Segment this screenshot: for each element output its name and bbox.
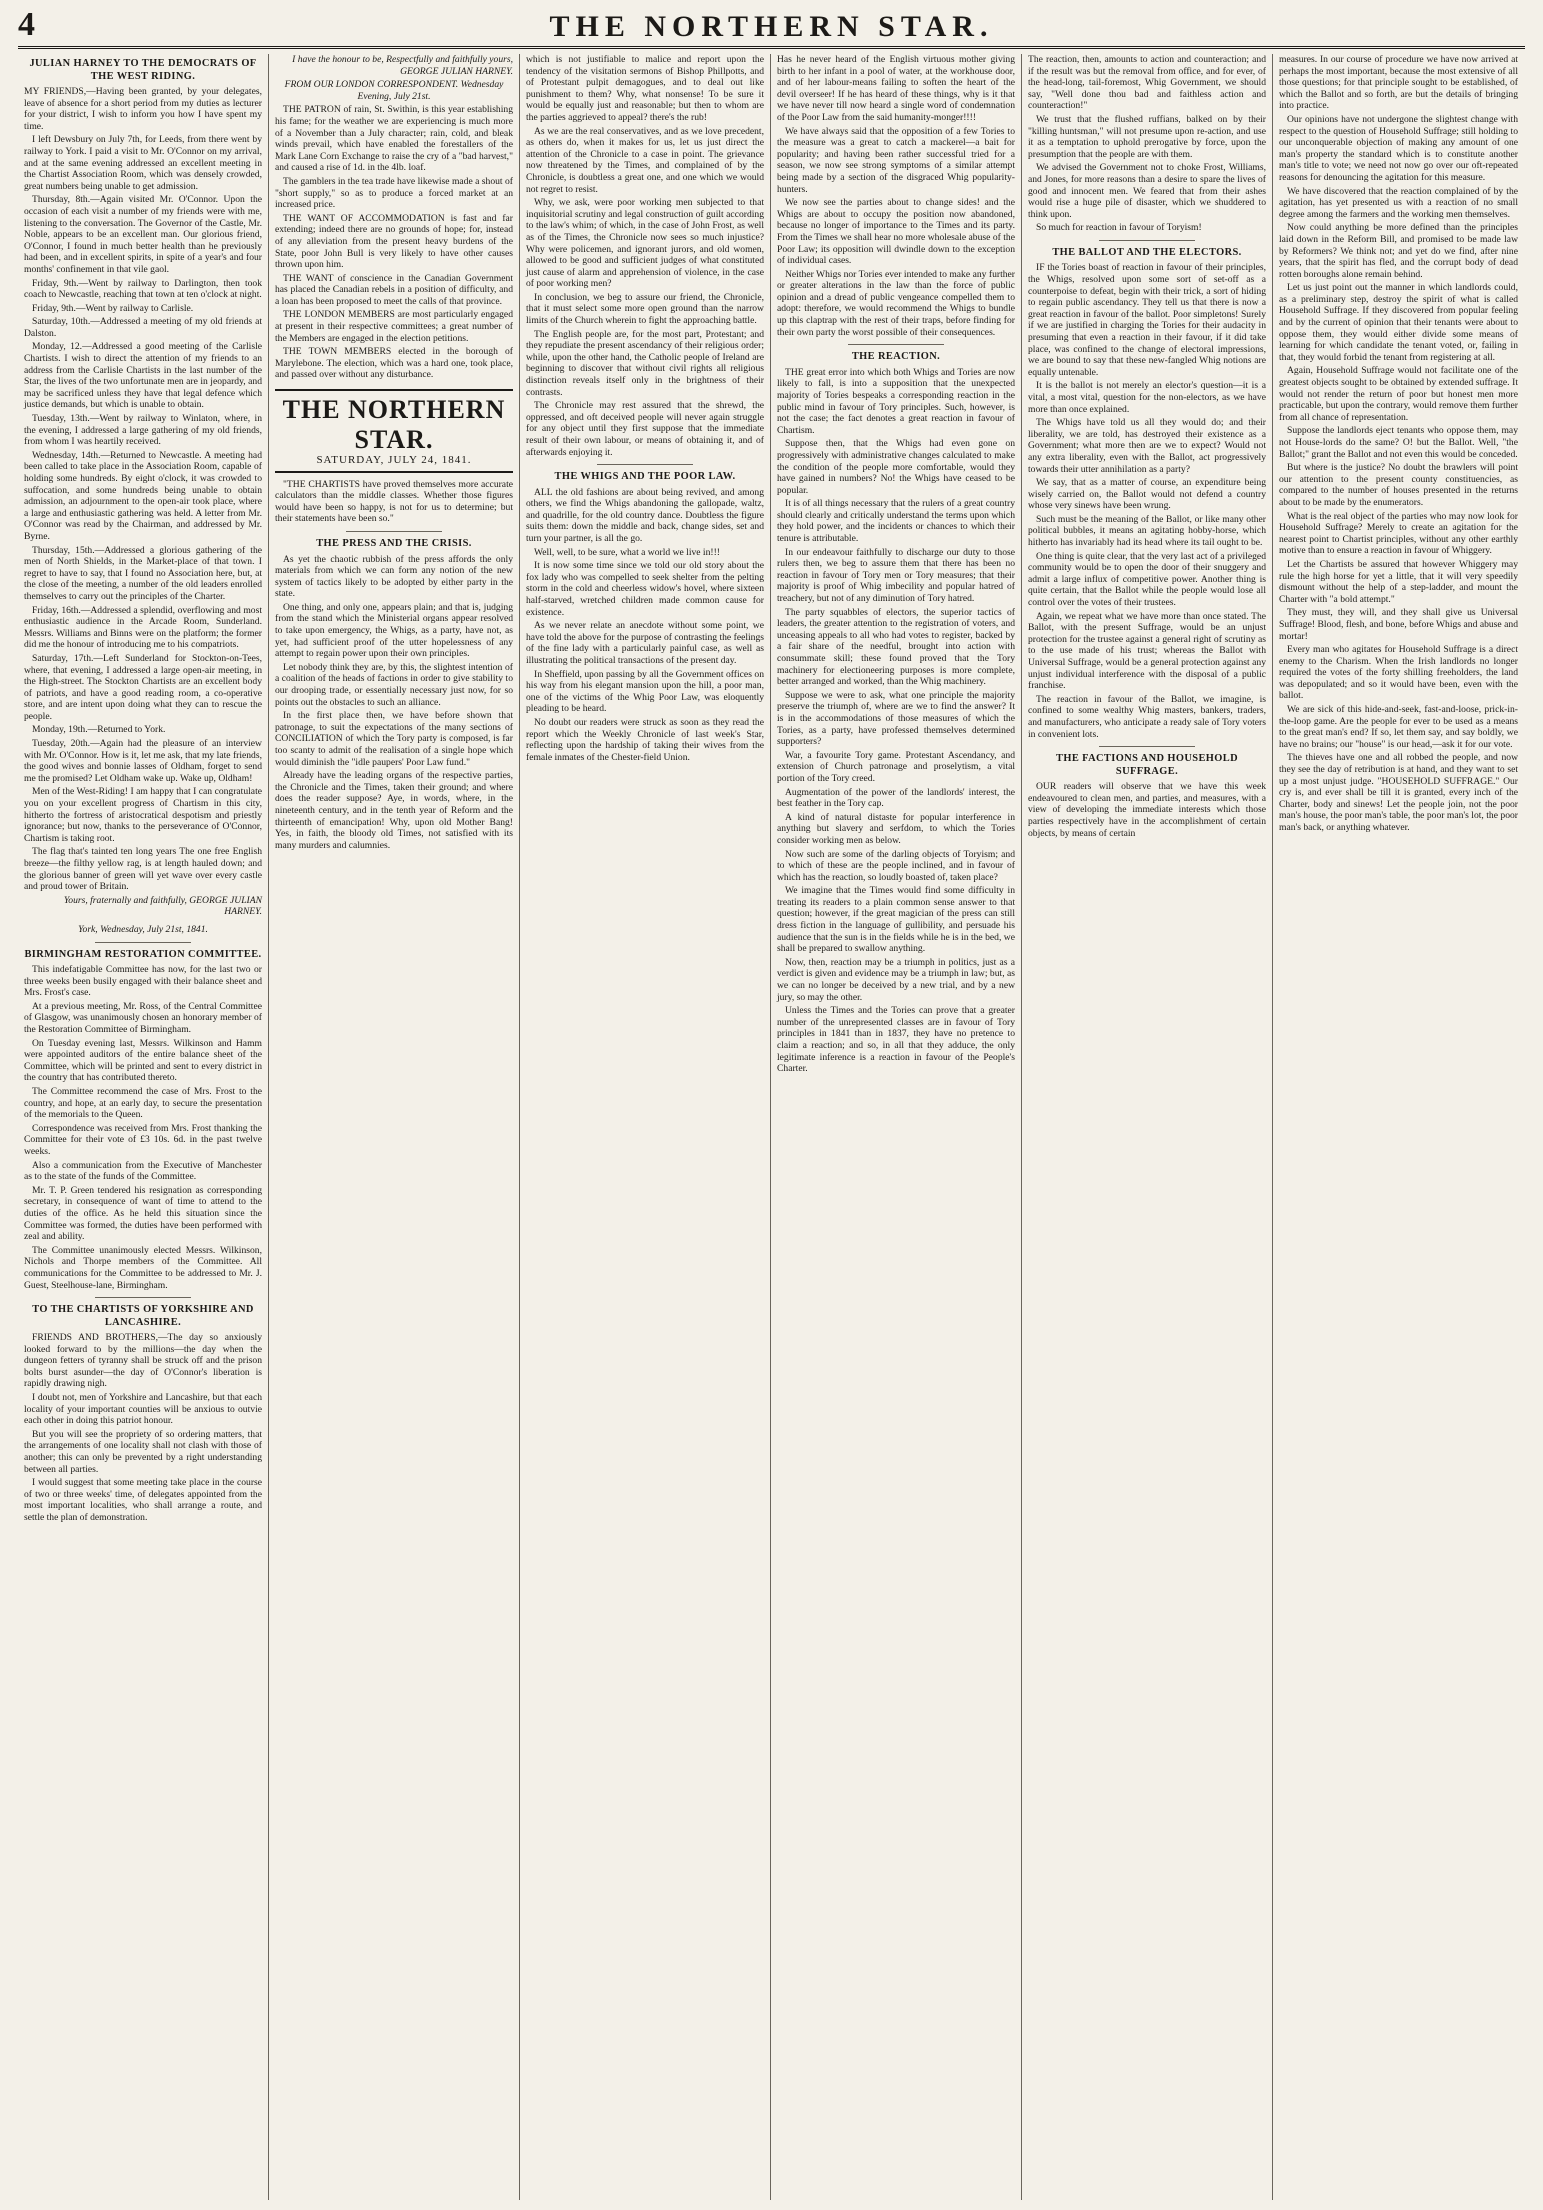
paragraph: MY FRIENDS,—Having been granted, by your delegates, leave of absence for a short period from my duties as lecturer for your district, I wish to inform you how I have spent my time. — [24, 86, 262, 132]
paragraph: Why, we ask, were poor working men subjected to that inquisitorial scrutiny and legal construction of guilt according to the law's whim; of which, in the case of John Frost, as well as of the Times, the Chronicle now sees so much injustice? Why were policemen, and ignorant jurors, and old women, allowed to be good and sufficient judges of what constituted just cause of alarm and apprehension of violence, in the case of poor working men? — [526, 197, 764, 290]
paragraph: As we are the real conservatives, and as we love precedent, as others do, when it makes for us, let us just direct the attention of the Chronicle to a case in point. The grievance now threatened by the Times, and complained of by the Chronicle, is doubtless a great one, and one which we would not regret to resist. — [526, 125, 764, 195]
divider — [1099, 240, 1194, 241]
paragraph: One thing is quite clear, that the very last act of a privileged community would be to open the door of their snuggery and admit a large influx of competitive power. Another thing is quite certain, that the Ballot while the people would lose all control over the votes of their trustees. — [1028, 550, 1266, 609]
paragraph: Now, then, reaction may be a triumph in politics, just as a verdict is given and evidence may be a triumph in law; but, as we can no longer be deceived by a new trial, and by a new jury, so may the other. — [777, 956, 1015, 1003]
paragraph: Now such are some of the darling objects of Toryism; and to which of these are the people inclined, and in favour of which has the reaction, so loudly boasted of, taken place? — [777, 848, 1015, 883]
paragraph: The English people are, for the most part, Protestant; and they repudiate the present ascendancy of their religious order; while, upon the other hand, the Catholic people of Ireland are beginning to discover that without civil rights all religious distinction reveals itself only in the brightness of their contrasts. — [526, 328, 764, 398]
paragraph: We trust that the flushed ruffians, balked on by their "killing huntsman," will not presume upon re-action, and use it as a temptation to uphold prerogative by force, upon the presumption that the people are with them. — [1028, 113, 1266, 160]
paragraph: Unless the Times and the Tories can prove that a greater number of the unrepresented classes are in favour of Tory principles in 1841 than in 1837, they have no pretence to claim a reaction; and so, in all that they adduce, the only legitimate inference is a reaction in favour of the People's Charter. — [777, 1005, 1015, 1075]
paragraph: Tuesday, 13th.—Went by railway to Winlaton, where, in the evening, I addressed a large gathering of my old friends, from whom I was heartily received. — [24, 413, 262, 448]
paragraph: Suppose the landlords eject tenants who oppose them, may not House-lords do the same? O! but the Ballot. Well, "the Ballot;" grant the Ballot and not even this would be conceded. — [1279, 425, 1518, 460]
paragraph: The Chronicle may rest assured that the shrewd, the oppressed, and oft deceived people will never again struggle for any object until they first suppose that the immediate result of their own labour, or means of obtaining it, and of afterwards enjoying it. — [526, 400, 764, 458]
paragraph: Friday, 16th.—Addressed a splendid, overflowing and most enthusiastic audience in the Arcade Room, Sunderland. Messrs. Williams and Binns were on the platform; the former did me the honour of introducing me to his compatriots. — [24, 604, 262, 651]
paragraph: The gamblers in the tea trade have likewise made a shout of "short supply," so as to produce a forced market at an increased price. — [275, 175, 513, 211]
paragraph: In the first place then, we have before shown that patronage, to suit the expectations of the many sections of CONCILIATION of which the Tory party is composed, is far too scanty to admit of the realisation of a single hope which would diminish the "idle paupers' Poor Law fund." — [275, 710, 513, 768]
paragraph: But where is the justice? No doubt the brawlers will point our attention to the present county constituencies, as compared to the number of houses presented in the returns about to be made by the enumerators. — [1279, 462, 1518, 508]
paragraph: Men of the West-Riding! I am happy that I can congratulate you on your excellent progress of Chartism in this city, hitherto the fortress of aristocratical despotism and priestly ignorance; but now, thanks to the perseverance of O'Connor, Chartism is taking root. — [24, 786, 262, 844]
paragraph: Let the Chartists be assured that however Whiggery may rule the high horse for yet a little, that it will very speedily dismount without the help of a step-ladder, and mount the Charter with "a bold attempt." — [1279, 558, 1518, 605]
column-1 — [18, 54, 269, 2200]
paragraph: A kind of natural distaste for popular interference in anything but slavery and serfdom, to which the Tories consider working men as below. — [777, 811, 1015, 846]
divider — [95, 942, 190, 943]
paragraph: Thursday, 8th.—Again visited Mr. O'Connor. Upon the occasion of each visit a number of my friends were with me, listening to the conversation. The Governor of the Castle, Mr. Noble, appears to be an excellent man. Our glorious friend, O'Connor, I found in much better health than he previously had been, and in excellent spirits, in spite of a year's and four months' confinement in that vile gaol. — [24, 194, 262, 275]
paragraph: Our opinions have not undergone the slightest change with respect to the question of Household Suffrage; still holding to our unconquerable objection of making any amount of one man's property the standard which is to constitute another man's title to vote; we need not now go over our oft-repeated reasons for denouncing the agitation for this measure. — [1279, 113, 1518, 183]
masthead: THE NORTHERN STAR. — [549, 10, 994, 43]
epigraph: "THE CHARTISTS have proved themselves more accurate calculators than the middle classes. Whether those figures would have been so happy, is not for us to determine; but their statements have been so." — [275, 478, 513, 525]
paragraph: At a previous meeting, Mr. Ross, of the Central Committee of Glasgow, was unanimously chosen an honorary member of the Restoration Committee of Birmingham. — [24, 1000, 262, 1036]
article-heading: TO THE CHARTISTS OF YORKSHIRE AND LANCASHIRE. — [32, 1304, 254, 1328]
paragraph: The Committee recommend the case of Mrs. Frost to the country, and hope, at an early day, to secure the presentation of the memorials to the Queen. — [24, 1086, 262, 1121]
divider — [597, 464, 692, 465]
article-heading: THE FACTIONS AND HOUSEHOLD SUFFRAGE. — [1056, 753, 1238, 777]
paragraph: I left Dewsbury on July 7th, for Leeds, from there went by railway to York. I paid a visit to Mr. O'Connor on my arrival, and at the same evening addressed an excellent meeting in the Chartist Association Room, which was densely crowded, great numbers being unable to get admission. — [24, 134, 262, 192]
divider — [95, 1297, 190, 1298]
column-5 — [1022, 54, 1273, 2200]
paragraph: Again, Household Suffrage would not facilitate one of the greatest objects sought to be obtained by extended suffrage. It would not render the return of poor but honest men more practicable, but upon the contrary, would remove them further from all chance of representation. — [1279, 365, 1518, 423]
paragraph: Monday, 12.—Addressed a good meeting of the Carlisle Chartists. I wish to direct the attention of my friends to an address from the Carlisle Chartists in the last number of the Star, the lives of the two unfortunate men are in jeopardy, and may be sacrificed unless they have that legal defence which justice demands, but which is unable to obtain. — [24, 341, 262, 411]
paragraph: Friday, 9th.—Went by railway to Carlisle. — [32, 302, 194, 314]
paragraph: The flag that's tainted ten long years The one free English breeze—the filthy yellow rag, is at length hauled down; and the glorious banner of green will yet wave over every castle and proud tower of Britain. — [24, 846, 262, 893]
paragraph: Augmentation of the power of the landlords' interest, the best feather in the Tory cap. — [777, 786, 1015, 810]
paragraph: Suppose then, that the Whigs had even gone on progressively with administrative changes calculated to make the condition of the people more comfortable, would they have gained in numbers? No! the Whigs have ceased to be popular. — [777, 438, 1015, 496]
paragraph: The reaction, then, amounts to action and counteraction; and if the result was but the removal from office, and for ever, of the head-long, tail-foremost, Whig Government, we should say, "Well done thou bad and faithless action and counteraction!" — [1028, 54, 1266, 112]
paragraph: Suppose we were to ask, what one principle the majority preserve the triumph of, where are we to find the answer? It is in the accommodations of those measures of which the Tories, as a party, have professed themselves determined supporters? — [777, 689, 1015, 748]
paragraph: The Committee unanimously elected Messrs. Wilkinson, Nichols and Thorpe members of the Committee. All communications for the Committee to be addressed to Mr. J. Guest, Steelhouse-lane, Birmingham. — [24, 1244, 262, 1291]
paragraph: Correspondence was received from Mrs. Frost thanking the Committee for their vote of £3 10s. 6d. in the past twelve weeks. — [24, 1122, 262, 1157]
article-heading: THE WHIGS AND THE POOR LAW. — [554, 471, 736, 483]
paragraph: One thing, and only one, appears plain; and that is, judging from the stand which the Ministerial organs appear resolved to take upon emergency, the Whigs, as a party, have not, as yet, had sufficient proof of the utter hopelessness of any attempt to regain power upon their own principles. — [275, 601, 513, 660]
paragraph: Saturday, 17th.—Left Sunderland for Stockton-on-Tees, where, that evening, I addressed a large open-air meeting, in the High-street. The Stockton Chartists are an excellent body of patriots, and have a good reading room, a co-operative store, and are intent upon doing what they can to rescue the people. — [24, 652, 262, 722]
paragraph: On Tuesday evening last, Messrs. Wilkinson and Hamm were appointed auditors of the entire balance sheet of the Committee, which will be printed and sent to every district in the country that has contributed thereto. — [24, 1037, 262, 1084]
paragraph: This indefatigable Committee has now, for the last two or three weeks been busily engaged with their balance sheet and Mrs. Frost's case. — [24, 964, 262, 999]
paragraph: THE WANT of conscience in the Canadian Government has placed the Canadian rebels in a position of difficulty, and a loan has been proposed to meet the calls of that province. — [275, 272, 513, 307]
paragraph: which is not justifiable to malice and report upon the tendency of the visitation sermons of Bishop Phillpotts, and of Protestant pulpit demagogues, and to deal out like punishment to them? Why, what nonsense! To be sure it would be equally just and reasonable; but then to whom are the parties aggrieved to appeal? there's the rub! — [526, 54, 764, 123]
article-heading: THE PRESS AND THE CRISIS. — [316, 538, 472, 549]
paragraph: Well, well, to be sure, what a world we live in!!! — [534, 546, 720, 558]
paragraph: As we never relate an anecdote without some point, we have told the above for the purpose of contrasting the feelings of the fine lady with a particularly painful case, as well as illustrating the political transactions of the present day. — [526, 620, 764, 666]
paragraph: It is the ballot is not merely an elector's question—it is a vital, a most vital, question for the non-electors, as we have more than once explained. — [1028, 380, 1266, 415]
paragraph: I would suggest that some meeting take place in the course of two or three weeks' time, of delegates appointed from the most important localities, who shall arrange a route, and settle the plan of demonstration. — [24, 1477, 262, 1523]
paragraph: Monday, 19th.—Returned to York. — [32, 724, 166, 736]
paragraph: What is the real object of the parties who may now look for Household Suffrage? Merely to create an agitation for the nearest point to Chartist principles, without any other earthly motive than to ensure a reaction in favour of Whiggery. — [1279, 510, 1518, 557]
divider — [848, 344, 943, 345]
paragraph: We have always said that the opposition of a few Tories to the measure was a great to catch a mackerel—a bait for popularity; and having been rather successful tried for a season, we now see strong symptoms of a similar attempt being made by a section of the disgraced Whig popularity-hunters. — [777, 125, 1015, 195]
paragraph: It is now some time since we told our old story about the fox lady who was compelled to seek shelter from the pelting storm in the cold and cheerless widow's hovel, where sixteen half-starved, wretched children made common cause for existence. — [526, 560, 764, 618]
paragraph: Let us just point out the manner in which landlords could, as a preliminary step, destroy the spirit of what is called Household Suffrage. If they discovered from popular feeling and by the current of opinion that their tenants were about to oppose them, they would either divide some means of learning for which candidate the tenant voted, or, failing in that, they would forbid the tenant from registering at all. — [1279, 282, 1518, 363]
paragraph: THE WANT OF ACCOMMODATION is fast and far extending; indeed there are no grounds of hope; for, instead of any alleviation from the present heavy burdens of the State, poor John Bull is very likely to have other causes thrown upon him. — [275, 212, 513, 271]
paragraph: Wednesday, 14th.—Returned to Newcastle. A meeting had been called to take place in the Association Room, capable of holding some hundreds. By eight o'clock, it was crowded to suffocation, and some hundreds being unable to obtain admission, an adjournment to the open-air took place, where a large and enthusiastic gathering was held. A letter from Mr. O'Connor was read by the Chairman, and addressed by Mr. Byrne. — [24, 449, 262, 542]
paragraph: Friday, 9th.—Went by railway to Darlington, then took coach to Newcastle, reaching that town at ten o'clock at night. — [24, 277, 262, 301]
paragraph: THE great error into which both Whigs and Tories are now likely to fall, is into a supposition that the unexpected majority of Tories bespeaks a corresponding reaction in the public mind in favour of Tory principles. Such, however, is not the case; the fact denotes a great reaction in favour of Chartism. — [777, 366, 1015, 436]
page-number: 4 — [18, 6, 35, 43]
paragraph: In conclusion, we beg to assure our friend, the Chronicle, that it must select some more open ground than the narrow limits of the Church wherein to fight the approaching battle. — [526, 291, 764, 327]
paragraph: Again, we repeat what we have more than once stated. The Ballot, with the present Suffrage, would be an unjust protection for the trustee against a general right of scrutiny as to the use made of his trust; whereas the Ballot with Universal Suffrage, would be a general protection against any unjust individual interference with the disposal of a public franchise. — [1028, 610, 1266, 692]
columns — [18, 54, 1525, 2200]
paragraph: The reaction in favour of the Ballot, we imagine, is confined to some wealthy Whig masters, bankers, traders, and manufacturers, who anticipate a ready sale of Tory voters in convenient lots. — [1028, 693, 1266, 740]
paragraph: Mr. T. P. Green tendered his resignation as corresponding secretary, in consequence of want of time to attend to the duties of the office. As he held this situation since the Committee was formed, the duties have been performed with zeal and ability. — [24, 1184, 262, 1243]
paragraph: War, a favourite Tory game. Protestant Ascendancy, and extension of Church patronage and proselytism, a vital portion of the Tory creed. — [777, 749, 1015, 784]
paragraph: Already have the leading organs of the respective parties, the Chronicle and the Times, taken their ground; and where does the reader suppose? Aye, in words, where, in the nineteenth century, and in the tenth year of Reform and the thirteenth of emancipation! Why, upon old Mother Bang! Yes, in faith, the bloody old Times, not satisfied with its many murders and calumnies. — [275, 770, 513, 851]
paragraph: Tuesday, 20th.—Again had the pleasure of an interview with Mr. O'Connor. How is it, let me ask, that my late friends, the good wives and bonnie lasses of Oldham, forget to send me the promised? Let Oldham wake up. Wake up, Oldham! — [24, 738, 262, 784]
column-2 — [269, 54, 520, 2200]
divider — [346, 531, 441, 532]
paper-title-box — [275, 389, 513, 473]
paragraph: measures. In our course of procedure we have now arrived at perhaps the most important, because the most extensive of all those questions; for that principle sought to be established, of which the Ballot and so forth, are but the details of bringing into practice. — [1279, 54, 1518, 112]
paragraph: Saturday, 10th.—Addressed a meeting of my old friends at Dalston. — [24, 316, 262, 339]
paragraph: So much for reaction in favour of Toryism! — [1036, 222, 1202, 234]
article-heading: THE REACTION. — [851, 351, 941, 363]
paragraph: OUR readers will observe that we have this week endeavoured to clean men, and parties, and measures, with a view of developing the immediate interests which those parties respectively have in the accomplishment of certain objects, by means of certain — [1028, 781, 1266, 839]
paragraph: It is of all things necessary that the rulers of a great country should clearly and critically understand the terms upon which they hold power, and the incidents or chances to which their tenure is attributable. — [777, 498, 1015, 545]
paper-title: THE NORTHERN STAR. — [282, 395, 506, 455]
paragraph: We imagine that the Times would find some difficulty in treating its readers to a plain common sense answer to that question; however, if the great magician of the press can still dress fiction in the language of gullibility, and persuade his audience that the sun is in the fields while he is in the bed, we shall be prepared to swallow anything. — [777, 885, 1015, 955]
paragraph: Now could anything be more defined than the principles laid down in the Reform Bill, and promised to be made law by Reformers? We think not; and yet do we find, after nine years, that the spirit has fled, and the corrupt body of dead rotten boroughs alone remain behind. — [1279, 222, 1518, 280]
signature: I have the honour to be, Respectfully and faithfully yours, GEORGE JULIAN HARNEY. — [292, 54, 513, 77]
paragraph: The thieves have one and all robbed the people, and now they see the day of retribution is at hand, and they want to set up a most unjust judge. "HOUSEHOLD SUFFRAGE." Our cry is, and ever shall be till it is granted, every inch of the Charter, body and sinews! Let the people join, not the poor man's house, the poor man's table, the poor man's lot, the poor man's back, or anything whatever. — [1279, 752, 1518, 833]
paragraph: Let nobody think they are, by this, the slightest intention of a coalition of the heads of factions in order to give stability to our drooping trade, or essentially necessary just now, for so points out the obstacles to such an alliance. — [275, 661, 513, 708]
paragraph: ALL the old fashions are about being revived, and among others, we find the Whigs abandoning the gallopade, waltz, and quadrille, for the old country dance. Doubtless the figure suits them: down the middle and back, change sides, set and turn your partner, is all the go. — [526, 486, 764, 545]
article-heading: BIRMINGHAM RESTORATION COMMITTEE. — [24, 948, 262, 960]
dateline: York, Wednesday, July 21st, 1841. — [78, 923, 208, 935]
paragraph: We are sick of this hide-and-seek, fast-and-loose, prick-in-the-loop game. Are the people for ever to be used as a means to the great man's end? If so, let them say, and say boldly, we have no brains; our "house" is our head,—ask it for our vote. — [1279, 704, 1518, 750]
column-4 — [771, 54, 1022, 2200]
paragraph: THE LONDON MEMBERS are most particularly engaged at present in their respective committees; a great number of the Members are engaged in the election petitions. — [275, 309, 513, 344]
column-3 — [520, 54, 771, 2200]
paragraph: THE PATRON of rain, St. Swithin, is this year establishing his fame; for the weather we are experiencing is much more of a November than a July character; rain, cold, and bleak winds prevail, which have enabled the forestallers of the Mark Lane Corn Exchange to raise the cry of a "bad harvest," and caused a rise of 1d. in the 4lb. loaf. — [275, 104, 513, 174]
signature: Yours, fraternally and faithfully, GEORGE JULIAN HARNEY. — [63, 894, 262, 918]
paragraph: They must, they will, and they shall give us Universal Suffrage! Blood, flesh, and bone, before Whigs and abuse and mortar! — [1279, 607, 1518, 642]
paragraph: But you will see the propriety of so ordering matters, that the arrangements of one locality shall not clash with those of another; this can only be prevented by a right understanding between all parties. — [24, 1428, 262, 1475]
paragraph: The party squabbles of electors, the superior tactics of leaders, the greater attention to the registration of voters, and unceasing appeals to all who had votes to register, backed by a fair share of the needful, brought into action with consummate skill; these found proved that the Tory machinery for electioneering purposes is more complete, better arranged and worked, than the Whig machinery. — [777, 606, 1015, 688]
paragraph: In Sheffield, upon passing by all the Government offices on his way from his elegant mansion upon the hill, a poor man, one of the victims of the Whig Poor Law, was eloquently pleading to be heard. — [526, 668, 764, 715]
paragraph: IF the Tories boast of reaction in favour of their principles, the Whigs, resolved upon some sort of set-off as a counterpoise to defeat, begin with their trick, a sort of hiding to regain public ascendancy. They tell us that there is now a great reaction in favour of the ballot. Poor simpletons! Surely if we are justified in charging the Tories for their audacity in presuming that even a reaction in their favour, if it did take place, was confined to the change of electoral impressions, we are bound to say that these new-fangled Whig notions are equally untenable. — [1028, 262, 1266, 378]
paragraph: In our endeavour faithfully to discharge our duty to those rulers then, we beg to assure them that there has been no reaction in favour of Tory men or Tory measures; that their majority is proof of Whig imbecility and popular hatred of treachery, but not of any diminution of Tory hatred. — [777, 546, 1015, 605]
paragraph: Thursday, 15th.—Addressed a glorious gathering of the men of North Shields, in the Market-place of that town. I regret to have to say, that I found no Association here, but, at the close of the meeting, a number of the old leaders enrolled themselves to carry out the principles of the Charter. — [24, 544, 262, 602]
correspondent-kicker: FROM OUR LONDON CORRESPONDENT. Wednesday Evening, July 21st. — [284, 79, 504, 102]
article-heading: THE BALLOT AND THE ELECTORS. — [1052, 246, 1242, 258]
paragraph: Neither Whigs nor Tories ever intended to make any further or greater alterations in the law than the force of public opinion and a dread of public vengeance compelled them to adopt: therefore, we would recommend the Whigs to bundle up this claptrap with the rest of their traps, before finding for their own party the worst possible of their consequences. — [777, 268, 1015, 338]
divider — [1099, 746, 1194, 747]
paragraph: Has he never heard of the English virtuous mother giving birth to her infant in a pool of water, at the workhouse door, and of her labour-means failing to soften the heart of the devil overseer! If he has heard of these things, why is it that we have never till now heard a single word of condemnation of the Poor Law from the said humanity-monger!!!! — [777, 54, 1015, 123]
article-heading: JULIAN HARNEY TO THE DEMOCRATS OF THE WEST RIDING. — [29, 58, 257, 82]
paragraph: No doubt our readers were struck as soon as they read the report which the Weekly Chronicle of last week's Star, reflecting upon the hardship of taking their wives from the female inmates of the Chester-field Union. — [526, 716, 764, 763]
paragraph: Also a communication from the Executive of Manchester as to the state of the funds of the Committee. — [24, 1159, 262, 1183]
page-header — [18, 6, 1525, 49]
paragraph: Such must be the meaning of the Ballot, or like many other political bubbles, it means an agitating hobby-horse, which hitherto has invariably had its head where its tail ought to be. — [1028, 513, 1266, 549]
paragraph: THE TOWN MEMBERS elected in the borough of Marylebone. The election, which was a hard one, took place, and passed over without any disturbance. — [275, 346, 513, 381]
paragraph: We now see the parties about to change sides! and the Whigs are about to occupy the position now abandoned, because no longer of importance to the Times and its party. From the Times we shall hear no more wholesale abuse of the Poor Law; its opposition will dwindle down to the exception of individual cases. — [777, 197, 1015, 267]
paragraph: Every man who agitates for Household Suffrage is a direct enemy to the Charism. When the Irish landlords no longer required the votes of the forty shilling freeholders, the land was depopulated; and so it would have been, even with the ballot. — [1279, 644, 1518, 702]
paragraph: FRIENDS AND BROTHERS,—The day so anxiously looked forward to by the millions—the day when the dungeon fetters of tyranny shall be struck off and the prison bolts burst asunder—the day of O'Connor's liberation is rapidly drawing nigh. — [24, 1332, 262, 1390]
column-6 — [1273, 54, 1524, 2200]
paragraph: We have discovered that the reaction complained of by the agitation, has yet presented us with a reaction of no small degree among the farmers and the working men themselves. — [1279, 185, 1518, 220]
issue-date: SATURDAY, JULY 24, 1841. — [316, 454, 472, 467]
paragraph: We advised the Government not to choke Frost, Williams, and Jones, for more reasons than a desire to spare the lives of good and innocent men. We feared that from their ashes would rise a huge pile of disaster, which we shuddered to think upon. — [1028, 162, 1266, 220]
paragraph: I doubt not, men of Yorkshire and Lancashire, but that each locality of your important counties will be anxious to outvie each other in doing this patriot honour. — [24, 1392, 262, 1427]
paragraph: We say, that as a matter of course, an expenditure being wisely carried on, the Ballot would not defend a country whose very sinews have been wrung. — [1028, 477, 1266, 512]
paragraph: As yet the chaotic rubbish of the press affords the only materials from which we can form any notion of the new system of tactics likely to be adopted by either party in the state. — [275, 553, 513, 600]
paragraph: The Whigs have told us all they would do; and their liberality, we are told, has destroyed their existence as a Government; what more then are we to expect? Would not any extra liberality, even with the Ballot, act progressively towards their utter annihilation as a party? — [1028, 417, 1266, 475]
